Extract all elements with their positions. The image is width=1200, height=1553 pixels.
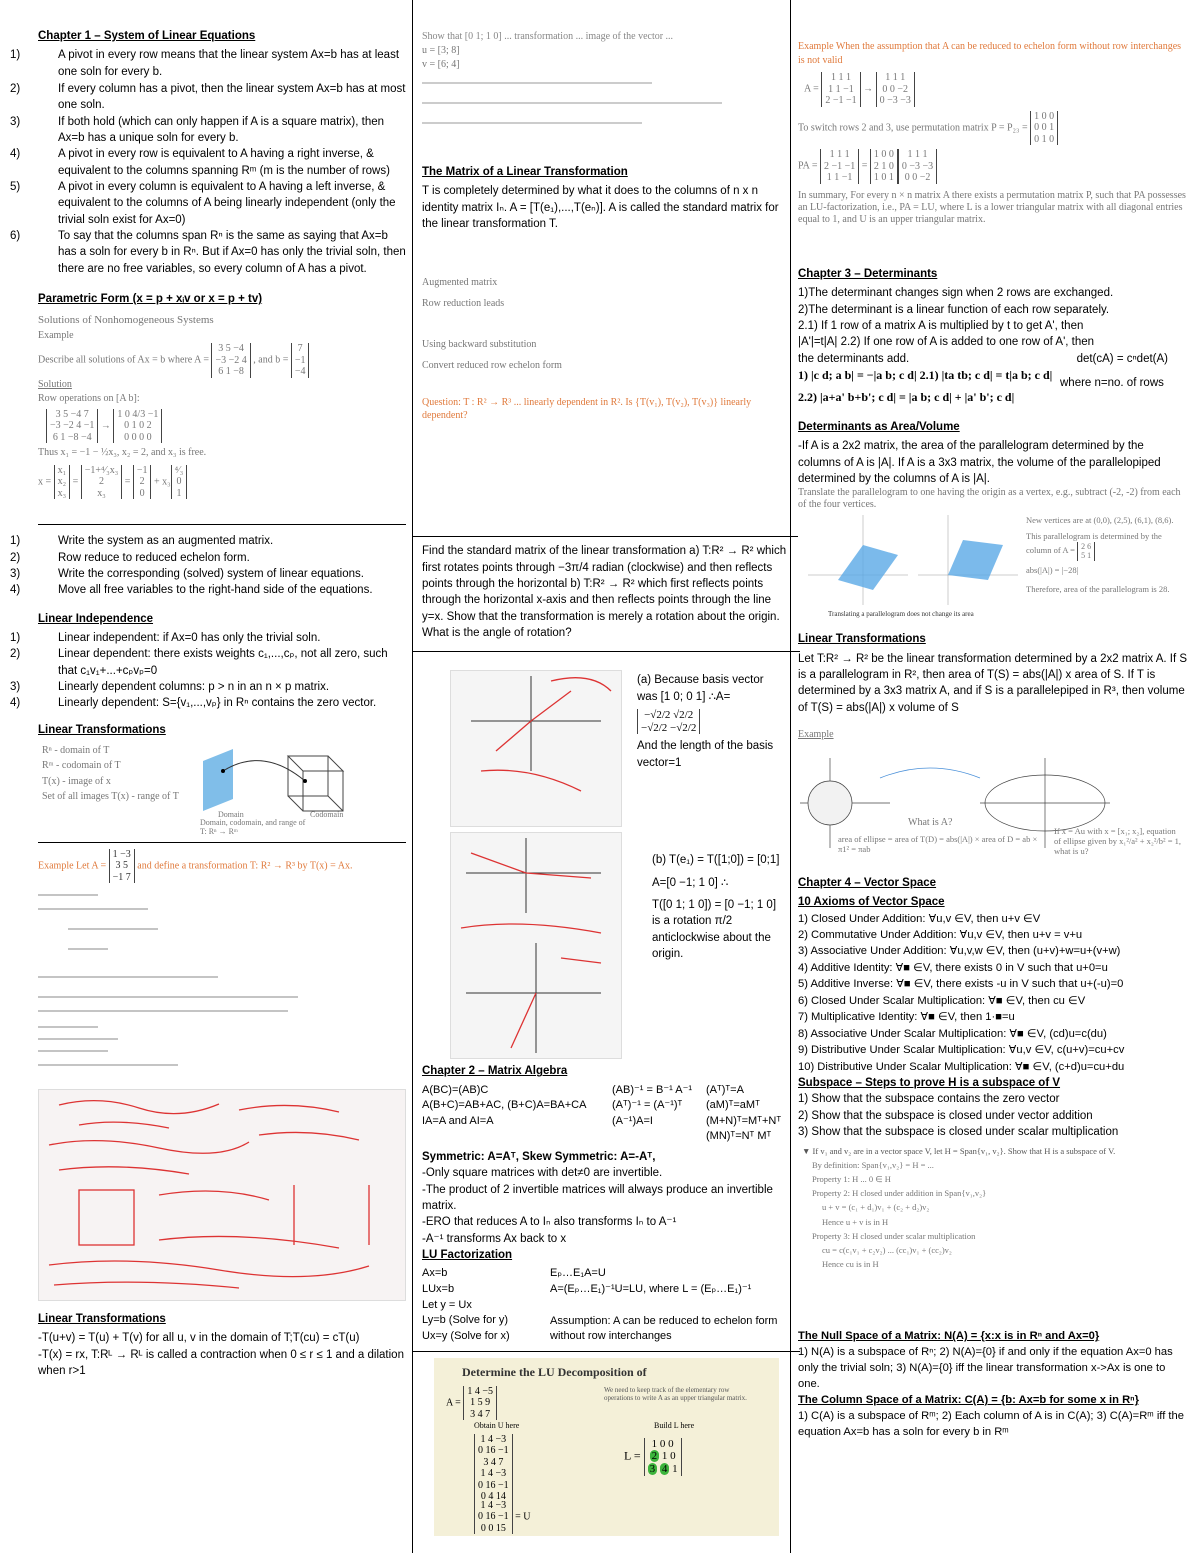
lu-fig-l: L = 1 0 0 2 1 0 3 4 1 bbox=[624, 1438, 682, 1476]
divider bbox=[412, 536, 800, 537]
subspace-fig-line: By definition: Span{v₁,v₂} = H = ... bbox=[812, 1160, 934, 1171]
area-figure bbox=[798, 487, 1188, 627]
lu-fig-build: Build L here bbox=[654, 1420, 695, 1430]
matrix-a: 3 5 −4 −3 −2 4 6 1 −8 bbox=[211, 343, 250, 378]
item-number: 1) bbox=[10, 535, 21, 548]
chapter-2-title: Chapter 2 – Matrix Algebra bbox=[422, 1065, 568, 1078]
lu-left bbox=[422, 1266, 550, 1344]
column-1 bbox=[10, 28, 406, 1553]
item-number: 6) bbox=[10, 229, 21, 242]
item-text: A pivot in every column is equivalent to A having a left inverse, & equivalent to the columns of A being linearly independent (only the trivial soln exist for Ax=0) bbox=[58, 180, 396, 226]
subspace-fig-line: Property 2: H closed under addition in Span{v₁,v₂} bbox=[812, 1188, 987, 1199]
list-item bbox=[10, 228, 406, 277]
item-number: 4) bbox=[10, 148, 21, 161]
axiom: 4) Additive Identity: ∀■ ∈V, there exists 0 in V such that u+0=u bbox=[798, 961, 1108, 974]
column-space-title: The Column Space of a Matrix: C(A) = {b: Ax=b for some x in Rⁿ} bbox=[798, 1394, 1139, 1407]
ellipse-fig-what: What is A? bbox=[908, 816, 953, 828]
identity: (MN)ᵀ=Nᵀ Mᵀ bbox=[706, 1130, 772, 1143]
chapter-4-title: Chapter 4 – Vector Space bbox=[798, 876, 937, 889]
answer-b-2: A=[0 −1; 1 0] ∴ bbox=[652, 876, 729, 889]
item-number: 3) bbox=[10, 115, 21, 128]
question-lines bbox=[422, 272, 790, 422]
item-text: Linearly dependent: S={v₁,...,vₚ} in Rⁿ contains the zero vector. bbox=[58, 697, 377, 710]
answer-b-1: (b) T(e₁) = T([1;0]) = [0;1] bbox=[652, 854, 780, 867]
item-text: A pivot in every row is equivalent to A having a right inverse, & equivalent to the columns spanning Rᵐ (m is the number of rows) bbox=[58, 148, 390, 177]
area-fig-abs: abs(|A|) = |−28| bbox=[1026, 564, 1079, 575]
figure-desc-row bbox=[38, 343, 406, 378]
reduced-matrix: 1 0 4/3 −1 0 1 0 2 0 0 0 0 bbox=[113, 409, 162, 444]
lu-line: Ax=b bbox=[422, 1267, 448, 1280]
axiom: 6) Closed Under Scalar Multiplication: ∀■ ∈V, then cu ∈V bbox=[798, 994, 1086, 1007]
vector-v: ⁴⁄₃ 0 1 bbox=[171, 465, 188, 500]
area-fig-right bbox=[1026, 515, 1186, 595]
matrix-a: 1 1 1 1 1 −1 2 −1 −1 bbox=[821, 72, 860, 107]
chapter-1-title: Chapter 1 – System of Linear Equations bbox=[38, 30, 256, 42]
lu-fig-u: 1 4 −3 0 16 −1 0 0 15 = U bbox=[474, 1500, 531, 1535]
area-text: -If A is a 2x2 matrix, the area of the parallelogram determined by the columns of A is |A|. If A is a 3x3 matrix, the volume of the parallelopiped determined by the columns of A is |A|. bbox=[798, 440, 1161, 485]
axioms-list bbox=[798, 911, 1188, 1076]
q-line: Using backward substitution bbox=[422, 339, 537, 351]
identity: (AB)⁻¹ = B⁻¹ A⁻¹ bbox=[612, 1083, 693, 1096]
lu-line: Ux=y (Solve for x) bbox=[422, 1329, 510, 1342]
item-number: 4) bbox=[10, 584, 21, 597]
lu-line: Ly=b (Solve for y) bbox=[422, 1314, 509, 1327]
subspace-fig-line: Hence cu is in H bbox=[822, 1258, 879, 1269]
identity bbox=[612, 1129, 698, 1145]
list-item bbox=[10, 114, 406, 147]
q-line: Augmented matrix bbox=[422, 277, 498, 289]
matrix-pa: 1 1 1 2 −1 −1 1 1 −1 bbox=[820, 149, 859, 184]
identity: (M+N)ᵀ=Mᵀ+Nᵀ bbox=[706, 1114, 782, 1127]
item-text: Linear dependent: there exists weights c₁,...,cₚ, not all zero, such that c₁v₁+...+cₚvₚ=0 bbox=[58, 648, 388, 677]
figure-thus: Thus x₁ = −1 − ½x₃, x₂ = 2, and x₃ is free. bbox=[38, 447, 207, 459]
lt2-line-2: -T(x) = rx, T:Rᴸ → Rᴸ is called a contraction when 0 ≤ r ≤ 1 and a dilation when r>1 bbox=[38, 1348, 404, 1377]
answer-a-matrix bbox=[637, 709, 787, 734]
top-work-scribbles bbox=[422, 73, 782, 143]
perm-a: A = 1 1 1 1 1 −1 2 −1 −1 → 1 1 1 0 0 −2 0 −3 −3 bbox=[804, 72, 1188, 107]
list-item bbox=[10, 646, 406, 679]
linear-independence-title: Linear Independence bbox=[38, 612, 154, 625]
item-text: If both hold (which can only happen if A is a square matrix), then Ax=b has a unique soln for every b. bbox=[58, 115, 385, 144]
area-fig-determined bbox=[1026, 531, 1186, 561]
lt-def: Rⁿ - domain of T bbox=[42, 744, 110, 756]
axiom: 5) Additive Inverse: ∀■ ∈V, there exists -u in V such that u+(-u)=0 bbox=[798, 978, 1124, 991]
ellipse-fig-area: area of ellipse = area of T(D) = abs(|A|) × area of D = ab × π1² = πab bbox=[838, 833, 1038, 855]
subspace-step: 1) Show that the subspace contains the zero vector bbox=[798, 1093, 1060, 1106]
answer-a-text2: And the length of the basis vector=1 bbox=[637, 740, 774, 769]
area-fig-line: Translate the parallelogram to one having the origin as a vertex, e.g., subtract (-2, -2) from each of the four vertices. bbox=[798, 487, 1181, 511]
ch2-line: -ERO that reduces A to Iₙ also transforms Iₙ to A⁻¹ bbox=[422, 1216, 677, 1229]
top-line: v = [6; 4] bbox=[422, 59, 460, 71]
identity: IA=A and AI=A bbox=[422, 1114, 494, 1127]
ch3-dets-add: the determinants add. bbox=[798, 352, 910, 365]
item-text: Write the system as an augmented matrix. bbox=[58, 535, 274, 548]
ch3-line: 1)The determinant changes sign when 2 rows are exchanged. bbox=[798, 287, 1114, 300]
subspace-fig-line: Property 1: H ... 0 ∈ H bbox=[812, 1174, 891, 1185]
subspace-figure bbox=[798, 1144, 1188, 1329]
lt-def: T(x) - image of x bbox=[42, 775, 111, 787]
item-number: 2) bbox=[10, 551, 21, 564]
item-number: 5) bbox=[10, 180, 21, 193]
area-fig-vertices: New vertices are at (0,0), (2,5), (6,1), (8,6). bbox=[1026, 515, 1174, 526]
figure-matrices: 3 5 −4 7 −3 −2 4 −1 6 1 −8 −4 → 1 0 4/3 −1 0 1 0 2 0 0 0 0 bbox=[46, 409, 406, 444]
matrix-a: 1 4 −5 1 5 9 3 4 7 bbox=[463, 1386, 497, 1421]
item-text: A pivot in every row means that the linear system Ax=b has at least one soln for every b. bbox=[58, 49, 400, 78]
example-text: Example Let A = bbox=[38, 860, 107, 872]
vector-x: x₁ x₂ x₃ bbox=[54, 465, 71, 500]
item-number: 3) bbox=[10, 680, 21, 693]
item-number: 2) bbox=[10, 648, 21, 661]
perm-switch bbox=[798, 111, 1188, 146]
parametric-figure bbox=[38, 313, 406, 518]
find-standard-matrix-text: Find the standard matrix of the linear transformation a) T:R² → R² which first rotates points through −3π/4 radian (clockwise) and then reflects points through the horizontal b) T:R² → R² which first reflects points through the horizontal x-axis and then reflects points through the line y=x. Show that the transformation is merely a rotation about the origin. What is the angle of rotation? bbox=[422, 545, 787, 639]
matrix-l: 1 0 0 2 1 0 1 0 1 bbox=[870, 149, 898, 184]
steps-list bbox=[10, 533, 406, 598]
ch2-lines bbox=[422, 1149, 790, 1247]
example-figure bbox=[38, 849, 406, 1089]
q-line: Row reduction leads bbox=[422, 298, 505, 310]
list-item bbox=[10, 47, 406, 80]
ch2-line: -A⁻¹ transforms Ax back to x bbox=[422, 1232, 567, 1245]
det-formula-2: 2.2) |a+a' b+b'; c d| = |a b; c d| + |a' b'; c d| bbox=[798, 389, 1015, 404]
subspace-fig-line: Hence u + v is in H bbox=[822, 1216, 889, 1227]
lu-line bbox=[550, 1298, 780, 1314]
axiom: 8) Associative Under Scalar Multiplication: ∀■ ∈V, (cd)u=c(du) bbox=[798, 1027, 1107, 1040]
divider bbox=[412, 1351, 800, 1352]
item-number: 1) bbox=[10, 631, 21, 644]
perm-example: Example When the assumption that A can be reduced to echelon form without row interchanges is not valid bbox=[798, 41, 1182, 67]
lu-right bbox=[550, 1266, 780, 1344]
subspace-title: Subspace – Steps to prove H is a subspace of V bbox=[798, 1077, 1061, 1090]
lu-line: Let y = Ux bbox=[422, 1298, 472, 1311]
axiom: 9) Distributive Under Scalar Multiplication: ∀u,v ∈V, c(u+v)=cu+cv bbox=[798, 1044, 1125, 1057]
rotation-answers bbox=[422, 662, 790, 1057]
lt-def: Rᵐ - codomain of T bbox=[42, 760, 121, 772]
ch2-line: -Only square matrices with det≠0 are invertible. bbox=[422, 1167, 663, 1180]
linear-transformations-2-title: Linear Transformations bbox=[38, 1312, 166, 1325]
matrix-lt-title: The Matrix of a Linear Transformation bbox=[422, 166, 628, 178]
lu-line: A=(Eₚ…E₁)⁻¹U=LU, where L = (Eₚ…E₁)⁻¹ bbox=[550, 1282, 752, 1295]
lt3-text: Let T:R² → R² be the linear transformation determined by a 2x2 matrix A. If S is a parallelogram in R², then area of T(S) = abs(|A|) x area of S. If T is determined by a 3x3 matrix A, and if S is a parallelepiped in R³, then volume of T(S) = abs(|A|) x volume of S bbox=[798, 652, 1188, 714]
ch3-row bbox=[798, 351, 1188, 367]
item-text: Row reduce to reduced echelon form. bbox=[58, 551, 250, 564]
ch3-line: 2.1) If 1 row of a matrix A is multiplied by t to get A', then bbox=[798, 319, 1084, 332]
column-divider-right bbox=[790, 0, 791, 1553]
lu-line: Eₚ…E₁A=U bbox=[550, 1267, 606, 1280]
ch3-line: 2)The determinant is a linear function of each row separately. bbox=[798, 303, 1110, 316]
axioms-title: 10 Axioms of Vector Space bbox=[798, 896, 945, 909]
item-text: Move all free variables to the right-hand side of the equations. bbox=[58, 584, 373, 597]
subspace-fig-line: Property 3: H closed under scalar multiplication bbox=[812, 1230, 976, 1241]
lt-caption: Domain, codomain, and range of T: Rⁿ → Rᵐ bbox=[200, 817, 306, 836]
item-text: Write the corresponding (solved) system of linear equations. bbox=[58, 567, 364, 580]
parametric-form-title: Parametric Form (x = p + xᵢv or x = p + tv) bbox=[38, 292, 263, 305]
item-number: 3) bbox=[10, 567, 21, 580]
identity: (A⁻¹)A=I bbox=[612, 1114, 653, 1127]
figure-desc: Describe all solutions of Ax = b where A = bbox=[38, 354, 209, 366]
column-space-text: 1) C(A) is a subspace of Rᵐ; 2) Each column of A is in C(A); 3) C(A)=Rᵐ iff the equation Ax=b has a soln for every b in Rᵐ bbox=[798, 1409, 1184, 1438]
ch3-detca: det(cA) = cⁿdet(A) bbox=[1076, 352, 1168, 365]
top-work-lines bbox=[422, 30, 790, 73]
list-item bbox=[10, 550, 406, 566]
matrix-b: 7 −1 −4 bbox=[291, 343, 310, 378]
identity: (aM)ᵀ=aMᵀ bbox=[706, 1099, 760, 1112]
lt-codomain-label: Codomain bbox=[310, 809, 344, 819]
matrix-p: 1 0 0 0 0 1 0 1 0 bbox=[1030, 111, 1058, 146]
list-item bbox=[10, 533, 406, 549]
handwritten-notes-image bbox=[38, 1089, 406, 1301]
list-item bbox=[10, 179, 406, 228]
column-2 bbox=[422, 0, 790, 1553]
figure-vector-eq: x = x₁ x₂ x₃ = −1+⁴⁄₃x₃ 2 x₃ = −1 2 0 + x₃⁴⁄₃ 0 1 bbox=[38, 465, 406, 500]
ch2-line: -The product of 2 invertible matrices will always produce an invertible matrix. bbox=[422, 1183, 773, 1213]
sketch-scribbles-1 bbox=[451, 671, 621, 826]
question-figure bbox=[422, 272, 790, 534]
example-text2: and define a transformation T: R² → R³ by T(x) = Ax. bbox=[137, 860, 353, 872]
area-title: Determinants as Area/Volume bbox=[798, 420, 960, 433]
ellipse-fig-example: Example bbox=[798, 728, 834, 740]
identity: A(BC)=(AB)C bbox=[422, 1083, 489, 1096]
sketch-image-2 bbox=[450, 832, 622, 1059]
q-line: Convert reduced row echelon form bbox=[422, 360, 562, 372]
item-number: 1) bbox=[10, 49, 21, 62]
matrix-step: 1 1 1 0 0 −2 0 −3 −3 bbox=[876, 72, 915, 107]
lu-fig-note: We need to keep track of the elementary row operations to write A as an upper triangular matrix. bbox=[604, 1385, 747, 1403]
sketch-image-1 bbox=[450, 670, 622, 827]
lu-line: LUx=b bbox=[422, 1282, 455, 1295]
null-space-text: 1) N(A) is a subspace of Rⁿ; 2) N(A)={0} if and only if the equation Ax=0 has only the trivial soln; 3) N(A)={0} iff the linear transformation x->Ax is one to one. bbox=[798, 1346, 1173, 1391]
top-line: Show that [0 1; 1 0] ... transformation ... image of the vector ... bbox=[422, 31, 674, 42]
figure-example: Example bbox=[38, 329, 74, 341]
list-item bbox=[10, 81, 406, 114]
vector-expr: −1+⁴⁄₃x₃ 2 x₃ bbox=[81, 465, 122, 500]
ch3-line: |A'|=t|A| 2.2) If one row of A is added to one row of A', then bbox=[798, 336, 1095, 349]
matrix-l: 1 0 0 2 1 0 3 4 1 bbox=[644, 1438, 682, 1476]
list-item bbox=[10, 695, 406, 711]
ch3-formulas bbox=[798, 367, 1188, 413]
column-3 bbox=[798, 40, 1188, 1553]
top-line: u = [3; 8] bbox=[422, 45, 460, 57]
axiom: 3) Associative Under Addition: ∀u,v,w ∈V, then (u+v)+w=u+(v+w) bbox=[798, 945, 1121, 958]
null-space-title: The Null Space of a Matrix: N(A) = {x:x is in Rⁿ and Ax=0} bbox=[798, 1330, 1100, 1343]
ch3-where: where n=no. of rows bbox=[1060, 376, 1164, 389]
lu-title: LU Factorization bbox=[422, 1249, 513, 1262]
ellipse-fig-if: If x = Au with x = [x₁; x₂], equation of ellipse given by x₁²/a² + x₂²/b² = 1, what is u? bbox=[1054, 825, 1181, 857]
item-number: 4) bbox=[10, 697, 21, 710]
matrix-lt-text: T is completely determined by what it does to the columns of n x n identity matrix Iₙ. A = [T(e₁),...,T(eₙ)]. A is called the standard matrix for the linear transformation T. bbox=[422, 185, 779, 230]
det-formula-1: 1) |c d; a b| = −|a b; c d| 2.1) |ta tb; c d| = t|a b; c d| bbox=[798, 367, 1053, 382]
lu-figure bbox=[434, 1358, 779, 1536]
sketch-scribbles-2 bbox=[451, 833, 621, 1058]
figure-row-ops: Row operations on [A b]: bbox=[38, 392, 140, 404]
figure-and: , and b = bbox=[253, 354, 289, 366]
answer-b-3: T([0 1; 1 0]) = [0 −1; 1 0] is a rotation π/2 anticlockwise about the origin. bbox=[652, 898, 777, 960]
lu-fig-obtain: Obtain U here bbox=[474, 1420, 520, 1430]
list-item bbox=[10, 630, 406, 646]
matrix-u: 1 1 1 0 −3 −3 0 0 −2 bbox=[898, 149, 937, 184]
subspace-fig-line: ▼ If v₁ and v₂ are in a vector space V, let H = Span{v₁, v₂}. Show that H is a subspace of V. bbox=[802, 1146, 1116, 1157]
augmented-matrix: 3 5 −4 7 −3 −2 4 −1 6 1 −8 −4 bbox=[46, 409, 98, 444]
matrix-a: 1 −3 3 5 −1 7 bbox=[109, 849, 135, 884]
chapter-2-identities bbox=[422, 1083, 790, 1145]
identity: (Aᵀ)⁻¹ = (A⁻¹)ᵀ bbox=[612, 1099, 683, 1112]
item-number: 2) bbox=[10, 82, 21, 95]
parallelogram-plot bbox=[808, 515, 1018, 615]
subspace-fig-line: cu = c(c₁v₁ + c₂v₂) ... (cc₁)v₁ + (cc₂)v₂ bbox=[822, 1244, 952, 1255]
divider bbox=[412, 651, 800, 652]
chapter-1-list bbox=[10, 47, 406, 277]
list-item bbox=[10, 679, 406, 695]
q-line: Question: T : R² → R³ ... linearly dependent in R². Is {T(v₁), T(v₂), T(v₃)} linearly dependent? bbox=[422, 397, 752, 422]
list-item bbox=[10, 566, 406, 582]
lt-def: Set of all images T(x) - range of T bbox=[42, 791, 179, 803]
axiom: 7) Multiplicative Identity: ∀■ ∈V, then 1·■=u bbox=[798, 1011, 1015, 1024]
rotation-matrix: −√2/2 √2/2 −√2/2 −√2/2 bbox=[637, 709, 700, 734]
matrix-u: 1 4 −3 0 16 −1 0 0 15 bbox=[474, 1500, 513, 1535]
step-matrix: 1 4 −3 0 16 −1 0 4 14 bbox=[474, 1468, 513, 1503]
answer-a-text: (a) Because basis vector was [1 0; 0 1] ∴A= bbox=[637, 674, 764, 703]
answer-a bbox=[637, 672, 787, 771]
lu-line: Assumption: A can be reduced to echelon form without row interchanges bbox=[550, 1314, 778, 1343]
area-fig-therefore: Therefore, area of the parallelogram is 28. bbox=[1026, 584, 1170, 595]
example-work-scribbles bbox=[38, 887, 398, 1087]
area-fig-determined-text: This parallelogram is determined by the column of A = bbox=[1026, 530, 1162, 556]
list-item bbox=[10, 146, 406, 179]
perm-summary: In summary, For every n × n matrix A there exists a permutation matrix P, such that PA possesses an LU-factorization, i.e., PA = LU, where L is a lower triangular matrix with all diagonal entries equal to 1, and U is an upper triangular matrix. bbox=[798, 189, 1186, 225]
linear-transformations-title: Linear Transformations bbox=[38, 723, 166, 736]
permutation-figure bbox=[798, 40, 1188, 260]
area-fig-caption: Translating a parallelogram does not change its area bbox=[828, 610, 974, 619]
divider bbox=[38, 842, 406, 843]
answer-b bbox=[652, 852, 787, 962]
axiom: 2) Commutative Under Addition: ∀u,v ∈V, then u+v = v+u bbox=[798, 929, 1083, 942]
lt-domain-label: Domain bbox=[218, 809, 244, 819]
lt3-title: Linear Transformations bbox=[798, 633, 926, 646]
identity bbox=[422, 1129, 604, 1145]
figure-solution: Solution bbox=[38, 378, 72, 390]
column-divider-left bbox=[412, 0, 413, 1553]
lt-figure bbox=[38, 741, 406, 836]
step-matrix: 1 4 −3 0 16 −1 3 4 7 bbox=[474, 1434, 513, 1469]
item-text: If every column has a pivot, then the linear system Ax=b has at most one soln. bbox=[58, 82, 406, 112]
perm-text: To switch rows 2 and 3, use permutation matrix P = P₂₃ = bbox=[798, 122, 1028, 134]
item-text: Linearly dependent columns: p > n in an n × p matrix. bbox=[58, 680, 330, 693]
lu-table bbox=[422, 1266, 790, 1344]
subspace-step: 3) Show that the subspace is closed under scalar multiplication bbox=[798, 1126, 1119, 1139]
identity: A(B+C)=AB+AC, (B+C)A=BA+CA bbox=[422, 1099, 587, 1112]
identity: (Aᵀ)ᵀ=A bbox=[706, 1083, 744, 1096]
list-item bbox=[10, 582, 406, 598]
divider bbox=[38, 524, 406, 525]
axiom: 10) Distributive Under Scalar Multiplication: ∀■ ∈V, (c+d)u=cu+du bbox=[798, 1060, 1125, 1073]
li-list bbox=[10, 630, 406, 712]
ellipse-figure bbox=[798, 728, 1188, 873]
subspace-step: 2) Show that the subspace is closed under vector addition bbox=[798, 1109, 1093, 1122]
subspace-fig-line: u + v = (c₁ + d₁)v₁ + (c₂ + d₂)v₂ bbox=[822, 1202, 930, 1213]
axiom: 1) Closed Under Addition: ∀u,v ∈V, then u+v ∈V bbox=[798, 912, 1041, 925]
item-text: Linear independent: if Ax=0 has only the trivial soln. bbox=[58, 631, 321, 644]
lu-fig-steps bbox=[474, 1434, 513, 1503]
matrix-a: 2 6 5 1 bbox=[1077, 542, 1095, 560]
perm-pa: PA = 1 1 1 2 −1 −1 1 1 −1 = 1 0 0 2 1 0 1 0 11 1 1 0 −3 −3 0 0 −2 bbox=[798, 149, 1188, 184]
figure-title: Solutions of Nonhomogeneous Systems bbox=[38, 314, 214, 327]
lt-defs bbox=[42, 743, 179, 805]
item-text: To say that the columns span Rⁿ is the same as saying that Ax=b has a soln for every b in Rⁿ. But if Ax=0 has only the trivial soln, then there are no free variables, so every column of A has a pivot. bbox=[58, 229, 406, 275]
lu-fig-title: Determine the LU Decomposition of bbox=[462, 1364, 647, 1379]
vector-p: −1 2 0 bbox=[133, 465, 152, 500]
top-work-figure bbox=[422, 30, 790, 158]
ch2-line: Symmetric: A=Aᵀ, Skew Symmetric: A=-Aᵀ, bbox=[422, 1151, 656, 1164]
chapter-3-title: Chapter 3 – Determinants bbox=[798, 268, 938, 280]
lt2-line-1: -T(u+v) = T(u) + T(v) for all u, v in the domain of T;T(cu) = cT(u) bbox=[38, 1332, 360, 1345]
example-row bbox=[38, 849, 406, 884]
handwriting-scribbles bbox=[39, 1090, 387, 1300]
lu-fig-a: A = 1 4 −5 1 5 9 3 4 7 bbox=[446, 1386, 497, 1421]
